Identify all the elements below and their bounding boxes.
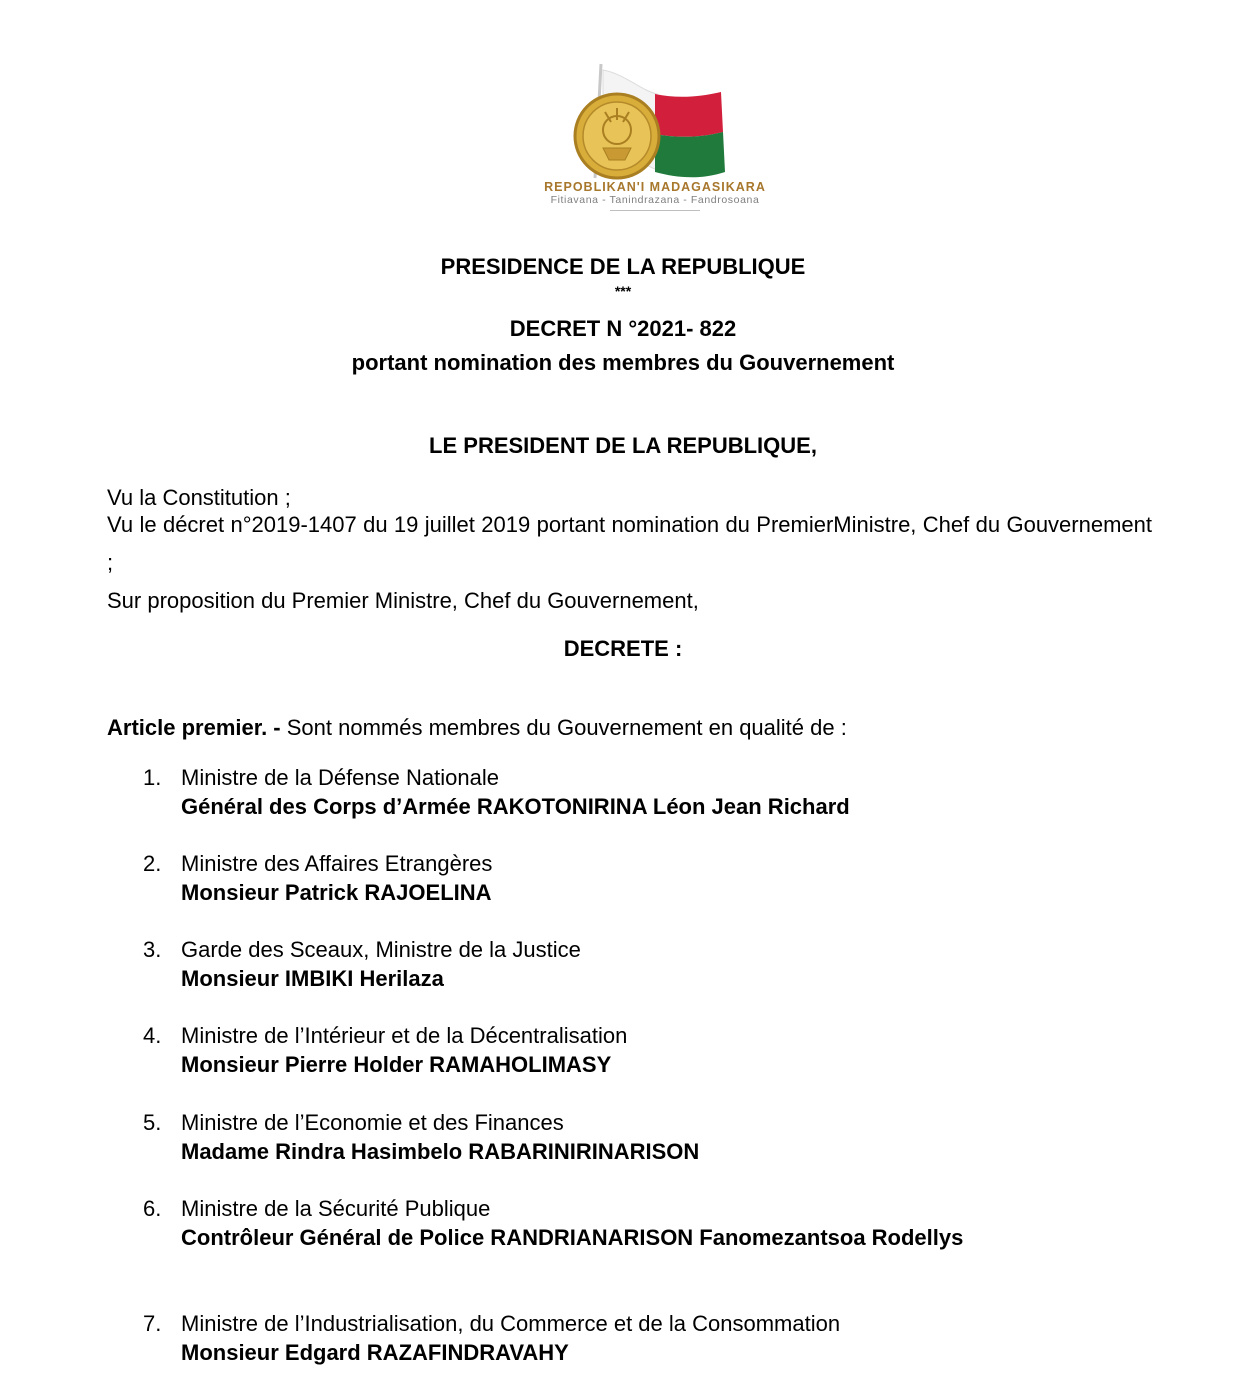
authority-heading: LE PRESIDENT DE LA REPUBLIQUE, bbox=[429, 433, 817, 458]
list-item-number: 3. bbox=[143, 937, 162, 962]
republic-emblem bbox=[505, 60, 805, 215]
minister-name: Général des Corps d’Armée RAKOTONIRINA Léon Jean Richard bbox=[181, 794, 850, 819]
preamble-constitution: Vu la Constitution ; bbox=[107, 485, 291, 510]
ministry-title: Ministre de l’Intérieur et de la Décentralisation bbox=[181, 1023, 628, 1048]
article-label: Article premier. - bbox=[107, 715, 281, 740]
ministry-title: Ministre de l’Economie et des Finances bbox=[181, 1110, 564, 1135]
heading-separator: *** bbox=[614, 283, 632, 299]
emblem-motto: Fitiavana - Tanindrazana - Fandrosoana bbox=[550, 194, 760, 206]
madagascar-seal-and-flag-icon bbox=[565, 60, 735, 185]
decree-subject: portant nomination des membres du Gouvernement bbox=[351, 350, 895, 375]
list-item-number: 7. bbox=[143, 1311, 162, 1336]
list-item-number: 6. bbox=[143, 1196, 162, 1221]
article-premier bbox=[107, 709, 847, 747]
preamble-proposal: Sur proposition du Premier Ministre, Chef du Gouvernement, bbox=[107, 588, 699, 613]
list-item-number: 5. bbox=[143, 1110, 162, 1135]
ministry-title: Garde des Sceaux, Ministre de la Justice bbox=[181, 937, 581, 962]
article-text: Sont nommés membres du Gouvernement en qualité de : bbox=[280, 715, 847, 740]
minister-name: Monsieur Patrick RAJOELINA bbox=[181, 880, 492, 905]
list-item-number: 1. bbox=[143, 765, 162, 790]
ministry-title: Ministre des Affaires Etrangères bbox=[181, 851, 493, 876]
minister-name: Contrôleur Général de Police RANDRIANARISON Fanomezantsoa Rodellys bbox=[181, 1225, 964, 1250]
minister-name: Madame Rindra Hasimbelo RABARINIRINARISON bbox=[181, 1139, 700, 1164]
ministry-title: Ministre de la Défense Nationale bbox=[181, 765, 499, 790]
decrete-heading: DECRETE : bbox=[563, 636, 683, 661]
minister-name: Monsieur Pierre Holder RAMAHOLIMASY bbox=[181, 1052, 612, 1077]
list-item-number: 2. bbox=[143, 851, 162, 876]
list-item-number: 4. bbox=[143, 1023, 162, 1048]
emblem-divider bbox=[610, 210, 700, 211]
institution-heading: PRESIDENCE DE LA REPUBLIQUE bbox=[440, 254, 806, 279]
ministry-title: Ministre de l’Industrialisation, du Commerce et de la Consommation bbox=[181, 1311, 841, 1336]
emblem-title: REPOBLIKAN'I MADAGASIKARA bbox=[544, 180, 766, 194]
ministry-title: Ministre de la Sécurité Publique bbox=[181, 1196, 491, 1221]
minister-name: Monsieur IMBIKI Herilaza bbox=[181, 966, 444, 991]
decree-number: DECRET N °2021- 822 bbox=[509, 316, 737, 341]
minister-name: Monsieur Edgard RAZAFINDRAVAHY bbox=[181, 1340, 569, 1365]
preamble-decree-reference: Vu le décret n°2019-1407 du 19 juillet 2019 portant nomination du PremierMinistre, Chef du Gouvernement ; bbox=[107, 512, 1152, 575]
